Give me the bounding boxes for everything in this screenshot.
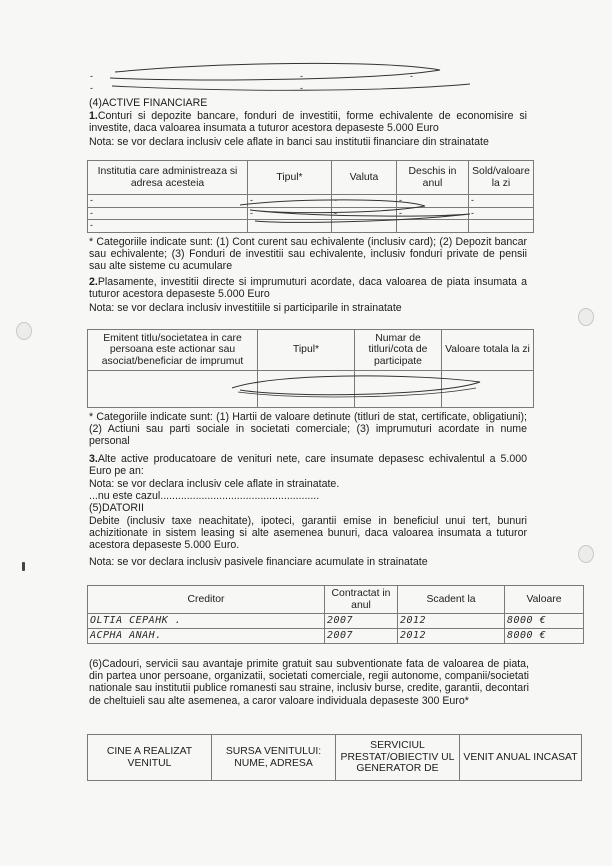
table-row: -	[88, 220, 534, 233]
table-row	[88, 614, 584, 629]
section4-paragraph-3	[89, 453, 527, 477]
section5-title: (5)DATORII	[89, 502, 144, 514]
table1-footnote: * Categoriile indicate sunt: (1) Cont curent sau echivalente (inclusiv card); (2) Depozit bancar sau echivalente; (3) Fonduri de investitii sau echivalente, inclusiv fonduri private de pensii sau alte sisteme cu acumulare	[89, 236, 527, 273]
col-value: Valoare	[505, 586, 584, 614]
contracted-cell: 2007	[325, 614, 398, 629]
accounts-table	[87, 160, 534, 233]
gifts-table	[87, 734, 582, 781]
col-institution: Institutia care administreaza si adresa acesteia	[88, 161, 248, 195]
col-currency: Valuta	[332, 161, 397, 195]
value-cell: 8000 €	[505, 614, 584, 629]
p2-text: Plasamente, investitii directe si imprumuturi acordate, daca valoarea de piata insumata a tuturor acestora depaseste 5.000 Euro	[89, 276, 527, 301]
col-balance: Sold/valoare la zi	[469, 161, 534, 195]
top-dash: -	[410, 71, 413, 81]
punch-hole-right-lower	[578, 545, 594, 563]
col-contracted-year: Contractat in anul	[325, 586, 398, 614]
value-cell: 8000 €	[505, 629, 584, 644]
section4-paragraph-2	[89, 276, 527, 300]
contracted-cell: 2007	[325, 629, 398, 644]
top-dash: -	[300, 71, 303, 81]
col-type: Tipul*	[248, 161, 332, 195]
col-total-value: Valoare totala la zi	[442, 330, 534, 371]
due-cell: 2012	[398, 614, 505, 629]
due-cell: 2012	[398, 629, 505, 644]
section4-fill-line: ...nu este cazul......................................................	[89, 490, 320, 502]
top-dash-row	[90, 69, 530, 95]
section5-text: Debite (inclusiv taxe neachitate), ipoteci, garantii emise in beneficiul unui tert, bunuri achizitionate in sistem leasing si alte asemenea bunuri, daca valoarea insumata a tuturor acestora depaseste 5.000 Euro.	[89, 515, 527, 552]
creditor-cell: ACPHA ANAH.	[88, 629, 325, 644]
table-row: - - - - -	[88, 207, 534, 220]
table-row	[88, 629, 584, 644]
punch-hole-right	[578, 308, 594, 326]
col-type: Tipul*	[258, 330, 355, 371]
col-issuer: Emitent titlu/societatea in care persoana este actionar sau asociat/beneficiar de imprumut	[88, 330, 258, 371]
p3-number: 3.	[89, 453, 98, 465]
p2-number: 2.	[89, 276, 98, 288]
top-dash: -	[300, 83, 303, 93]
section4-note-3: Nota: se vor declara inclusiv cele aflate in strainatate.	[89, 478, 340, 490]
section4-paragraph-1	[89, 110, 527, 134]
section6-text: (6)Cadouri, servicii sau avantaje primite gratuit sau subventionate fata de valoarea de piata, din partea unor persoane, organizatii, societati comerciale, regii autonome, companii/societati nationale sau institutii publice romanesti sau straine, inclusiv burse, credite, garantii, decontari de cheltuieli sau alte asemenea, a caror valoare individuala depaseste 300 Euro*	[89, 658, 529, 707]
top-dash: -	[90, 71, 93, 81]
section4-note-2: Nota: se vor declara inclusiv investitiile si participarile in strainatate	[89, 302, 402, 314]
col-source: SURSA VENITULUI: NUME, ADRESA	[212, 735, 336, 781]
col-service: SERVICIUL PRESTAT/OBIECTIV UL GENERATOR DE	[336, 735, 460, 781]
section4-title: (4)ACTIVE FINANCIARE	[89, 97, 208, 109]
investments-table	[87, 329, 534, 408]
top-dash: -	[90, 83, 93, 93]
table2-footnote: * Categoriile indicate sunt: (1) Hartii de valoare detinute (titluri de stat, certificate, obligatiuni); (2) Actiuni sau parti sociale in societati comerciale; (3) imprumuturi acordate in nume personal	[89, 411, 527, 448]
p1-number: 1.	[89, 110, 98, 122]
punch-hole-top	[16, 322, 32, 340]
debts-table	[87, 585, 584, 644]
binding-mark	[22, 562, 25, 571]
col-due: Scadent la	[398, 586, 505, 614]
col-shares: Numar de titluri/cota de participate	[355, 330, 442, 371]
p1-text: Conturi si depozite bancare, fonduri de investitii, forme echivalente de economisire si investite, daca valoarea insumata a tuturor acestora depaseste 5.000 Euro	[89, 110, 527, 135]
col-opened-year: Deschis in anul	[397, 161, 469, 195]
creditor-cell: OLTIA CEPAHK .	[88, 614, 325, 629]
table-row	[88, 371, 534, 408]
section5-note: Nota: se vor declara inclusiv pasivele financiare acumulate in strainatate	[89, 556, 428, 568]
col-creditor: Creditor	[88, 586, 325, 614]
section4-note-1: Nota: se vor declara inclusiv cele aflate in banci sau institutii financiare din strainatate	[89, 136, 489, 148]
col-who: CINE A REALIZAT VENITUL	[88, 735, 212, 781]
p3-text: Alte active producatoare de venituri nete, care insumate depasesc echivalentul a 5.000 Euro pe an:	[89, 453, 527, 478]
table-row: - - - - -	[88, 195, 534, 208]
col-annual-income: VENIT ANUAL INCASAT	[460, 735, 582, 781]
